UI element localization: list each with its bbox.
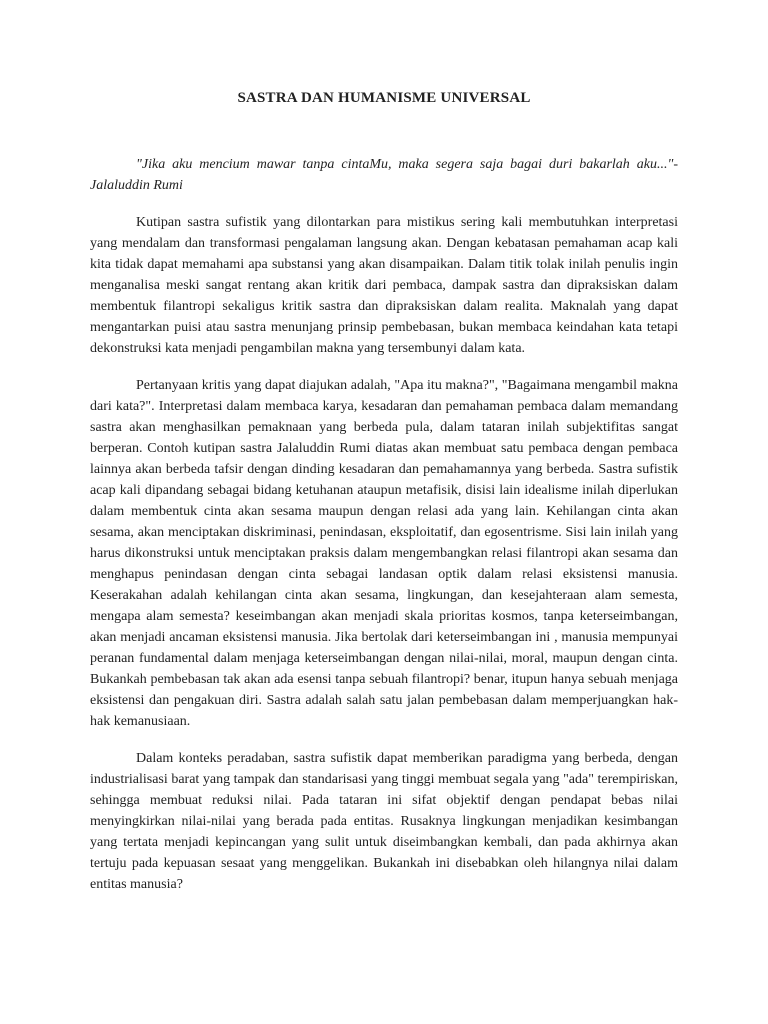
paragraph-3: Dalam konteks peradaban, sastra sufistik dapat memberikan paradigma yang berbeda, dengan industrialisasi barat yang tampak dan standarisasi yang tinggi membuat segala yang "ada" terempiriskan, sehingga membuat reduksi nilai. Pada tataran ini sifat objektif dengan pendapat bebas nilai menyingkirkan nilai-nilai yang berada pada entitas. Rusaknya lingkungan menjadikan kesimbangan yang tertata menjadi kepincangan yang sulit untuk diseimbangkan kembali, dan pada akhirnya akan tertuju pada kepuasan sesaat yang menggelikan. Bukankah ini disebabkan oleh hilangnya nilai dalam entitas manusia? [90,751,678,892]
paragraph-1: Kutipan sastra sufistik yang dilontarkan para mistikus sering kali membutuhkan interpretasi yang mendalam dan transformasi pengalaman langsung akan. Dengan kebatasan pemahaman acap kali kita tidak dapat memahami apa substansi yang akan disampaikan. Dalam titik tolak inilah penulis ingin menganalisa meski sangat rentang akan kritik dari pembaca, dampak sastra dan dipraksiskan dalam membentuk filantropi sekaligus kritik sastra dan dipraksiskan dalam realita. Maknalah yang dapat mengantarkan puisi atau sastra menunjang prinsip pembebasan, bukan membaca keindahan kata tetapi dekonstruksi kata menjadi pengambilan makna yang tersembunyi dalam kata. [90,215,678,356]
paragraph-2: Pertanyaan kritis yang dapat diajukan adalah, "Apa itu makna?", "Bagaimana mengambil makna dari kata?". Interpretasi dalam membaca karya, kesadaran dan pemahaman pembaca dalam memandang sastra akan menghasilkan pemaknaan yang berbeda pula, dalam tataran inilah subjektifitas sangat berperan. Contoh kutipan sastra Jalaluddin Rumi diatas akan membuat satu pembaca dengan pembaca lainnya akan berbeda tafsir dengan dinding kesadaran dan pemahamannya yang berbeda. Sastra sufistik acap kali dipandang sebagai bidang ketuhanan ataupun metafisik, disisi lain idealisme inilah diperlukan dalam membentuk cinta akan sesama maupun dengan relasi ada yang lain. Kehilangan cinta akan sesama, akan menciptakan diskriminasi, penindasan, eksploitatif, dan egosentrisme. Sisi lain inilah yang harus dikonstruksi untuk menciptakan praksis dalam mengembangkan relasi filantropi akan sesama dan menghapus penindasan dengan cinta sebagai landasan optik dalam relasi eksistensi manusia. Keserakahan adalah kehilangan cinta akan sesama, lingkungan, dan kesejahteraan alam semesta, mengapa alam semesta? keseimbangan akan menjadi skala prioritas kosmos, tanpa keterseimbangan, akan menjadi ancaman eksistensi manusia. Jika bertolak dari keterseimbangan ini , manusia mempunyai peranan fundamental dalam menjaga keterseimbangan dengan nilai-nilai, moral, maupun dengan cinta. Bukankah pembebasan tak akan ada esensi tanpa sebuah filantropi? benar, itupun hanya sebuah menjaga eksistensi dan pengakuan diri. Sastra adalah salah satu jalan pembebasan dalam memperjuangkan hak-hak kemanusiaan. [90,378,678,729]
document-title: SASTRA DAN HUMANISME UNIVERSAL [237,90,531,106]
document-page [90,88,678,911]
epigraph-quote: "Jika aku mencium mawar tanpa cintaMu, maka segera saja bagai duri bakarlah aku..."- Jalaluddin Rumi [90,157,678,193]
